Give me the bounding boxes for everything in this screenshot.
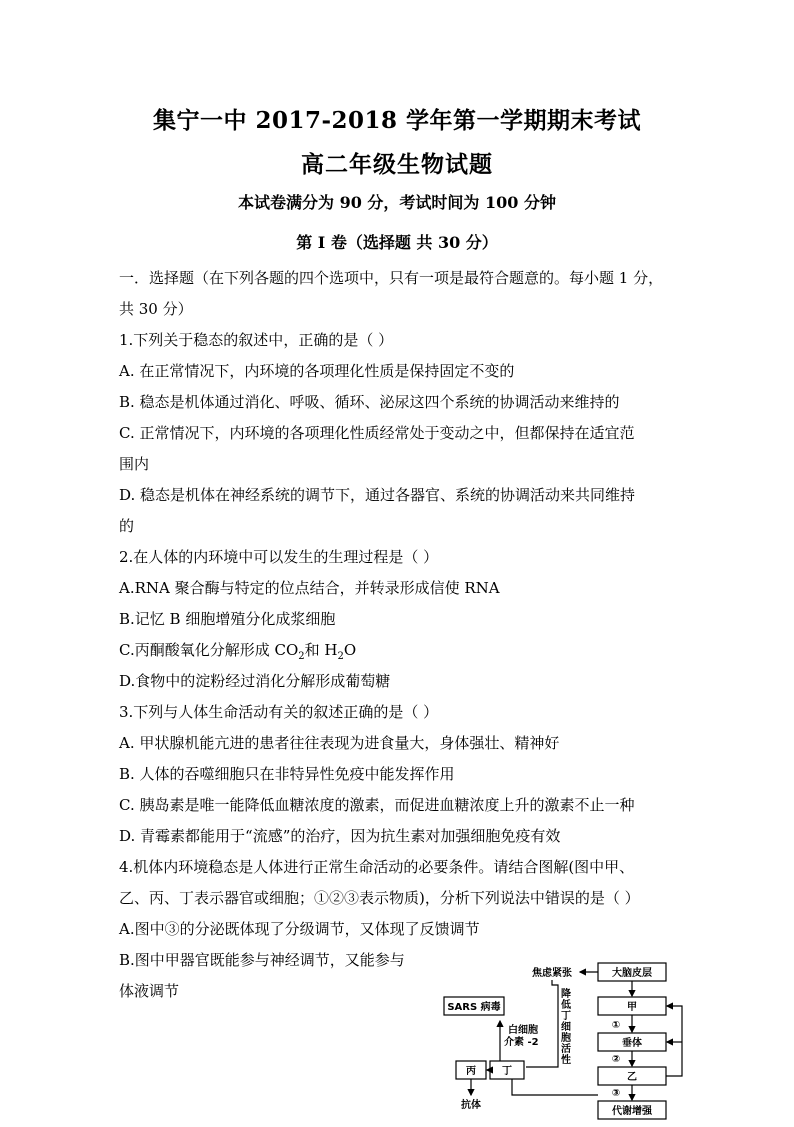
reduce-char-5: 胞 xyxy=(561,1033,571,1044)
q2-option-a: A.RNA 聚合酶与特定的位点结合，并转录形成信使 RNA xyxy=(119,579,500,597)
exam-subtitle: 高二年级生物试题 xyxy=(301,151,493,178)
anxiety-label: 焦虑紧张 xyxy=(532,968,572,979)
yi-label: 乙 xyxy=(627,1072,637,1083)
metabolism-label: 代谢增强 xyxy=(612,1106,652,1117)
question-list xyxy=(119,263,689,1007)
instructions-line-1: 一．选择题（在下列各题的四个选项中，只有一项是最符合题意的。每小题 1 分， xyxy=(119,269,664,287)
q3-option-a: A. 甲状腺机能亢进的患者往往表现为进食量大，身体强壮、精神好 xyxy=(119,734,560,752)
interleukin-label-2: 介素 -2 xyxy=(504,1037,539,1048)
q3-option-c: C. 胰岛素是唯一能降低血糖浓度的激素，而促进血糖浓度上升的激素不止一种 xyxy=(119,796,635,814)
q2-c-text-1: C.丙酮酸氧化分解形成 CO xyxy=(119,641,299,659)
cortex-label: 大脑皮层 xyxy=(612,968,652,979)
reduce-char-3: 丁 xyxy=(561,1011,571,1022)
reduce-char-6: 活 xyxy=(561,1044,571,1055)
q4-option-b-line-2: 体液调节 xyxy=(119,982,180,1000)
instructions-line-2: 共 30 分） xyxy=(119,300,193,318)
antibody-label: 抗体 xyxy=(461,1100,481,1111)
q1-stem: 1.下列关于稳态的叙述中，正确的是（ ） xyxy=(119,331,394,349)
reduce-char-2: 低 xyxy=(561,1000,571,1011)
q3-stem: 3.下列与人体生命活动有关的叙述正确的是（ ） xyxy=(119,703,439,721)
section-heading: 第 Ⅰ 卷（选择题 共 30 分） xyxy=(296,233,498,252)
bing-label: 丙 xyxy=(466,1066,476,1077)
q3-option-b: B. 人体的吞噬细胞只在非特异性免疫中能发挥作用 xyxy=(119,765,455,783)
ding-label: 丁 xyxy=(502,1066,512,1077)
reduce-char-4: 细 xyxy=(561,1022,571,1033)
q4-option-b-line-1: B.图中甲器官既能参与神经调节，又能参与 xyxy=(119,951,405,969)
interleukin-label-1: 白细胞 xyxy=(508,1025,538,1036)
q1-option-d-line-1: D. 稳态是机体在神经系统的调节下，通过各器官、系统的协调活动来共同维持 xyxy=(119,486,636,504)
q2-c-text-3: O xyxy=(343,641,357,659)
reduce-char-1: 降 xyxy=(561,989,571,1000)
q1-option-a: A. 在正常情况下，内环境的各项理化性质是保持固定不变的 xyxy=(119,362,515,380)
sars-label: SARS 病毒 xyxy=(447,1002,501,1013)
exam-info: 本试卷满分为 90 分，考试时间为 100 分钟 xyxy=(238,193,556,212)
q2-option-d: D.食物中的淀粉经过消化分解形成葡萄糖 xyxy=(119,672,391,690)
reduce-char-7: 性 xyxy=(561,1055,571,1066)
q2-c-sub-2: 2 xyxy=(337,651,344,662)
pituitary-label: 垂体 xyxy=(622,1038,642,1049)
q1-option-c-line-1: C. 正常情况下，内环境的各项理化性质经常处于变动之中，但都保持在适宜范 xyxy=(119,424,635,442)
substance-1-label: ① xyxy=(611,1020,621,1031)
regulation-diagram xyxy=(440,955,694,1123)
q1-option-c-line-2: 围内 xyxy=(119,455,150,473)
jia-label: 甲 xyxy=(627,1002,637,1013)
substance-3-label: ③ xyxy=(611,1088,621,1099)
q1-option-b: B. 稳态是机体通过消化、呼吸、循环、泌尿这四个系统的协调活动来维持的 xyxy=(119,393,620,411)
q2-c-text-2: 和 H xyxy=(304,641,338,659)
q2-option-c xyxy=(119,635,689,666)
substance-2-label: ② xyxy=(611,1054,621,1065)
q2-stem: 2.在人体的内环境中可以发生的生理过程是（ ） xyxy=(119,548,439,566)
q3-option-d: D. 青霉素都能用于“流感”的治疗，因为抗生素对加强细胞免疫有效 xyxy=(119,827,561,845)
q4-stem-line-2: 乙、丙、丁表示器官或细胞；①②③表示物质)，分析下列说法中错误的是（ ） xyxy=(119,889,640,907)
q4-option-a: A.图中③的分泌既体现了分级调节，又体现了反馈调节 xyxy=(119,920,480,938)
q4-stem-line-1: 4.机体内环境稳态是人体进行正常生命活动的必要条件。请结合图解(图中甲、 xyxy=(119,858,635,876)
q1-option-d-line-2: 的 xyxy=(119,517,135,535)
exam-title: 集宁一中 2017-2018 学年第一学期期末考试 xyxy=(152,107,642,134)
q2-c-sub-1: 2 xyxy=(298,651,305,662)
q2-option-b: B.记忆 B 细胞增殖分化成浆细胞 xyxy=(119,610,336,628)
